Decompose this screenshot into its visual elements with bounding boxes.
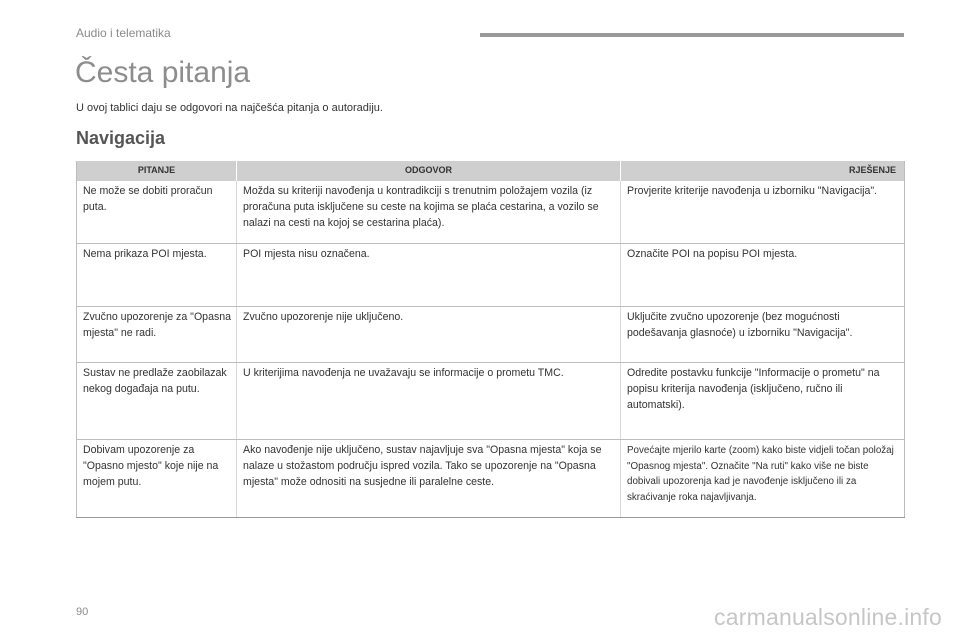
cell-question: Dobivam upozorenje za "Opasno mjesto" koje nije na mojem putu. [77,440,237,518]
table-header-row [77,161,905,181]
cell-solution: Odredite postavku funkcije "Informacije o prometu" na popisu kriterija navođenja (isključeno, ručno ili automatski). [621,363,905,440]
cell-question: Sustav ne predlaže zaobilazak nekog događaja na putu. [77,363,237,440]
table-row [77,244,905,307]
header-divider-bar [480,33,904,37]
cell-solution: Povećajte mjerilo karte (zoom) kako biste vidjeli točan položaj "Opasnog mjesta". Označite "Na ruti" kako više ne biste dobivali upozorenja kad je navođenje isključeno ili za skraćivanje roka najavljivanja. [621,440,905,518]
cell-answer: POI mjesta nisu označena. [237,244,621,307]
cell-question: Nema prikaza POI mjesta. [77,244,237,307]
cell-question: Zvučno upozorenje za "Opasna mjesta" ne radi. [77,307,237,363]
cell-answer: U kriterijima navođenja ne uvažavaju se informacije o prometu TMC. [237,363,621,440]
section-title: Navigacija [76,128,166,148]
cell-question: Ne može se dobiti proračun puta. [77,181,237,244]
table-row [77,440,905,518]
cell-solution: Označite POI na popisu POI mjesta. [621,244,905,307]
column-header-question: PITANJE [77,161,237,181]
table-row [77,181,905,244]
page-number: 90 [76,606,89,618]
header-section-title: Audio i telematika [76,26,171,40]
column-header-solution: RJEŠENJE [621,161,905,181]
cell-answer: Možda su kriteriji navođenja u kontradikciji s trenutnim položajem vozila (iz proračuna puta isključene su ceste na kojima se plaća cestarina, a vozilo se nalazi na cesti na kojoj se cestarina plaća). [237,181,621,244]
cell-solution: Provjerite kriterije navođenja u izborniku "Navigacija". [621,181,905,244]
cell-answer: Zvučno upozorenje nije uključeno. [237,307,621,363]
table-row [77,363,905,440]
page-title: Česta pitanja [75,56,251,89]
page-intro: U ovoj tablici daju se odgovori na najčešća pitanja o autoradiju. [76,102,383,114]
faq-table [76,161,905,518]
cell-solution: Uključite zvučno upozorenje (bez mogućnosti podešavanja glasnoće) u izborniku "Navigacija". [621,307,905,363]
cell-answer: Ako navođenje nije uključeno, sustav najavljuje sva "Opasna mjesta" koja se nalaze u stožastom području ispred vozila. Tako se upozorenje na "Opasna mjesta" može odnositi na susjedne ili paralelne ceste. [237,440,621,518]
watermark: carmanualsonline.info [714,604,942,630]
column-header-answer: ODGOVOR [237,161,621,181]
table-row [77,307,905,363]
